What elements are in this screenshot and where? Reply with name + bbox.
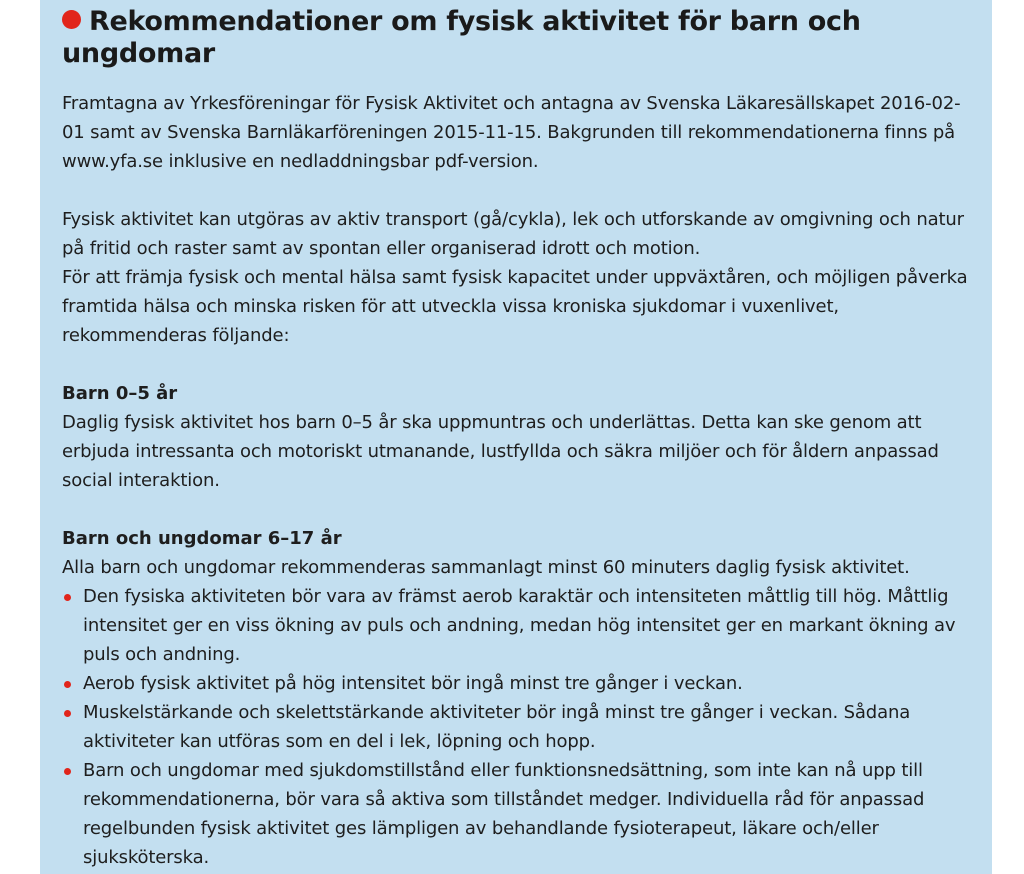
section-text-6-17: Alla barn och ungdomar rekommenderas sammanlagt minst 60 minuters daglig fysisk aktivitet. [62,557,910,578]
activity-paragraph: Fysisk aktivitet kan utgöras av aktiv transport (gå/cykla), lek och utforskande av omgivning och natur på fritid och raster samt av spontan eller organiserad idrott och motion. [62,209,964,259]
list-item-text: Aerob fysisk aktivitet på hög intensitet bör ingå minst tre gånger i veckan. [83,673,743,694]
bullet-icon [64,768,71,775]
red-dot-icon [62,10,81,29]
intro-paragraph: Framtagna av Yrkesföreningar för Fysisk Aktivitet och antagna av Svenska Läkaresällskapet 2016-02-01 samt av Svenska Barnläkarföreningen 2015-11-15. Bakgrunden till rekommendationerna finns på www.yfa.se inklusive en nedladdningsbar pdf-version. [62,93,961,172]
recommendations-panel [40,0,992,874]
spacer [62,176,992,205]
spacer [62,495,992,524]
list-item-text: Barn och ungdomar med sjukdomstillstånd eller funktionsnedsättning, som inte kan nå upp till rekommendationerna, bör vara så aktiva som tillståndet medger. Individuella råd för anpassad regelbunden fysisk aktivitet ges lämpligen av behandlande fysioterapeut, läkare och/eller sjuksköterska. [83,760,925,868]
panel-title [62,6,992,70]
bullet-icon [64,594,71,601]
section-heading-6-17: Barn och ungdomar 6–17 år [62,528,342,549]
list-item [62,669,977,698]
title-text: Rekommendationer om fysisk aktivitet för barn och ungdomar [62,6,861,69]
list-item [62,698,977,756]
list-item [62,756,977,872]
bullet-icon [64,710,71,717]
recommendation-list [62,582,977,872]
list-item [62,582,977,669]
section-heading-0-5: Barn 0–5 år [62,383,178,404]
recommendation-paragraph: För att främja fysisk och mental hälsa samt fysisk kapacitet under uppväxtåren, och möjligen påverka framtida hälsa och minska risken för att utveckla vissa kroniska sjukdomar i vuxenlivet, rekommenderas följande: [62,267,968,346]
section-text-0-5: Daglig fysisk aktivitet hos barn 0–5 år ska uppmuntras och underlättas. Detta kan ske genom att erbjuda intressanta och motoriskt utmanande, lustfyllda och säkra miljöer och för åldern anpassad social interaktion. [62,412,939,491]
bullet-icon [64,681,71,688]
list-item-text: Muskelstärkande och skelettstärkande aktiviteter bör ingå minst tre gånger i veckan. Sådana aktiviteter kan utföras som en del i lek, löpning och hopp. [83,702,911,752]
spacer [62,350,992,379]
list-item-text: Den fysiska aktiviteten bör vara av främst aerob karaktär och intensiteten måttlig till hög. Måttlig intensitet ger en viss ökning av puls och andning, medan hög intensitet ger en markant ökning av puls och andning. [83,586,956,665]
